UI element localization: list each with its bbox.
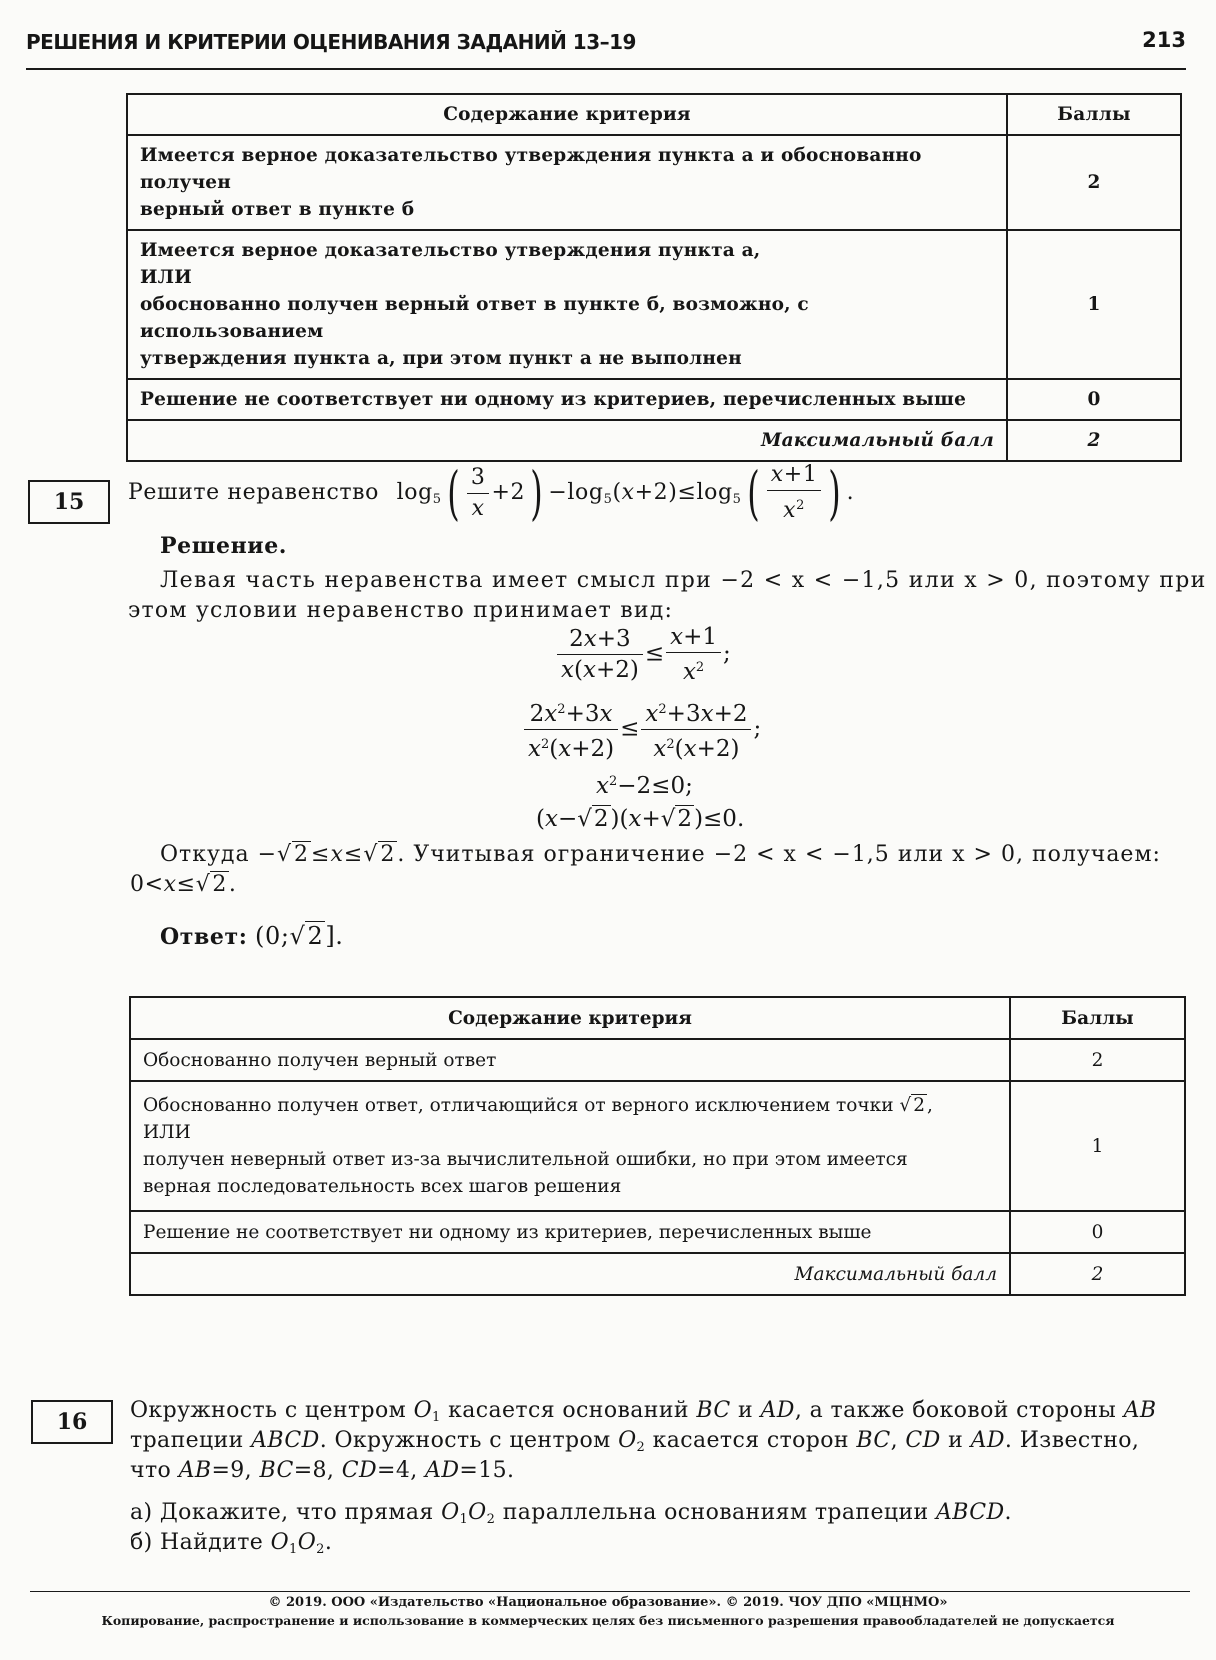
criterion-text: Решение не соответствует ни одному из критериев, перечисленных выше xyxy=(130,1211,1010,1253)
solution-text: Откуда −√2≤x≤√2. Учитывая ограничение −2 < x < −1,5 или x > 0, получаем: xyxy=(160,842,1161,867)
criterion-points: 0 xyxy=(1007,379,1181,420)
criterion-text: Имеется верное доказательство утверждения пункта а и обоснованно получен верный ответ в пункте б xyxy=(127,135,1007,230)
criterion-text: Обоснованно получен ответ, отличающийся от верного исключением точки √ 2 , ИЛИ получен неверный ответ из-за вычислительной ошибки, но при этом имеется верная последовательность всех шагов решения xyxy=(130,1081,1010,1211)
copyright-notice: Копирование, распространение и использование в коммерческих целях без письменного разрешения правообладателей не допускается xyxy=(101,1613,1115,1628)
copyright-line: © 2019. ООО «Издательство «Национальное образование». © 2019. ЧОУ ДПО «МЦНМО» xyxy=(268,1595,948,1610)
solution-text: Левая часть неравенства имеет смысл при −2 < x < −1,5 или x > 0, поэтому при xyxy=(160,568,1207,593)
criterion-points: 1 xyxy=(1010,1081,1185,1211)
answer-line: Ответ: (0;√2]. xyxy=(160,922,344,950)
equation-line: $\frac{2x+3}{x(x+2)}$ ≤ $\frac{x+1}{x^2}$ ; xyxy=(555,622,731,687)
task-number-box: 16 xyxy=(31,1400,113,1444)
equation-line: $\frac{2x^2+3x}{x^2(x+2)}$ ≤ $\frac{x^2+3x+2}{x^2(x+2)}$ ; xyxy=(522,695,761,764)
task16-text: Окружность с центром $O_1$ касается оснований BC и AD, а также боковой стороны AB xyxy=(130,1398,1157,1425)
table-row xyxy=(127,379,1181,420)
max-score-value: 2 xyxy=(1007,420,1181,461)
max-score-label: Максимальный балл xyxy=(130,1253,1010,1295)
table-row xyxy=(127,135,1181,230)
criterion-text: Имеется верное доказательство утверждения пункта а, ИЛИ обоснованно получен верный ответ в пункте б, возможно, с использованием утверждения пункта а, при этом пункт а не выполнен xyxy=(127,230,1007,379)
equation-line: (x−√2)(x+√2)≤0. xyxy=(536,806,745,832)
column-points: Баллы xyxy=(1010,997,1185,1039)
task16-text: что AB=9, BC=8, CD=4, AD=15. xyxy=(130,1458,515,1483)
page-number: 213 xyxy=(1142,28,1186,52)
max-score-label: Максимальный балл xyxy=(127,420,1007,461)
solution-heading: Решение. xyxy=(160,533,288,559)
criterion-points: 0 xyxy=(1010,1211,1185,1253)
table-row xyxy=(130,1211,1185,1253)
page-header xyxy=(26,26,1186,70)
equation-line: $x^2-2\le 0$; xyxy=(596,773,693,799)
solution-text: этом условии неравенство принимает вид: xyxy=(128,598,674,623)
task-number-box: 15 xyxy=(28,480,110,524)
table-row-max xyxy=(127,420,1181,461)
task15-statement: Решите неравенство $\log_5$( $\frac{3}{x}$ $+2) -\log_5(x+2)\le\log_5$( $\frac{x+1}{x^2}$ ) . xyxy=(128,459,855,527)
task16-part-b: б) Найдите $O_1O_2$. xyxy=(130,1530,333,1557)
table-row-max xyxy=(130,1253,1185,1295)
column-criterion: Содержание критерия xyxy=(127,94,1007,135)
task16-part-a: а) Докажите, что прямая $O_1O_2$ параллельна основаниям трапеции ABCD. xyxy=(130,1500,1012,1527)
table-row xyxy=(127,230,1181,379)
task16-text: трапеции ABCD. Окружность с центром $O_2$ касается сторон BC, CD и AD. Известно, xyxy=(130,1428,1140,1455)
solution-text: 0<x≤√2. xyxy=(130,872,237,897)
criterion-points: 2 xyxy=(1010,1039,1185,1081)
max-score-value: 2 xyxy=(1010,1253,1185,1295)
column-criterion: Содержание критерия xyxy=(130,997,1010,1039)
criterion-text: Обоснованно получен верный ответ xyxy=(130,1039,1010,1081)
column-points: Баллы xyxy=(1007,94,1181,135)
footer-divider xyxy=(30,1591,1190,1592)
table-row xyxy=(130,1081,1185,1211)
running-title: РЕШЕНИЯ И КРИТЕРИИ ОЦЕНИВАНИЯ ЗАДАНИЙ 13–19 xyxy=(26,30,636,54)
criteria-table-14 xyxy=(126,93,1182,462)
criterion-points: 1 xyxy=(1007,230,1181,379)
criterion-text: Решение не соответствует ни одному из критериев, перечисленных выше xyxy=(127,379,1007,420)
criterion-points: 2 xyxy=(1007,135,1181,230)
criteria-table-15 xyxy=(129,996,1186,1296)
table-row xyxy=(130,1039,1185,1081)
